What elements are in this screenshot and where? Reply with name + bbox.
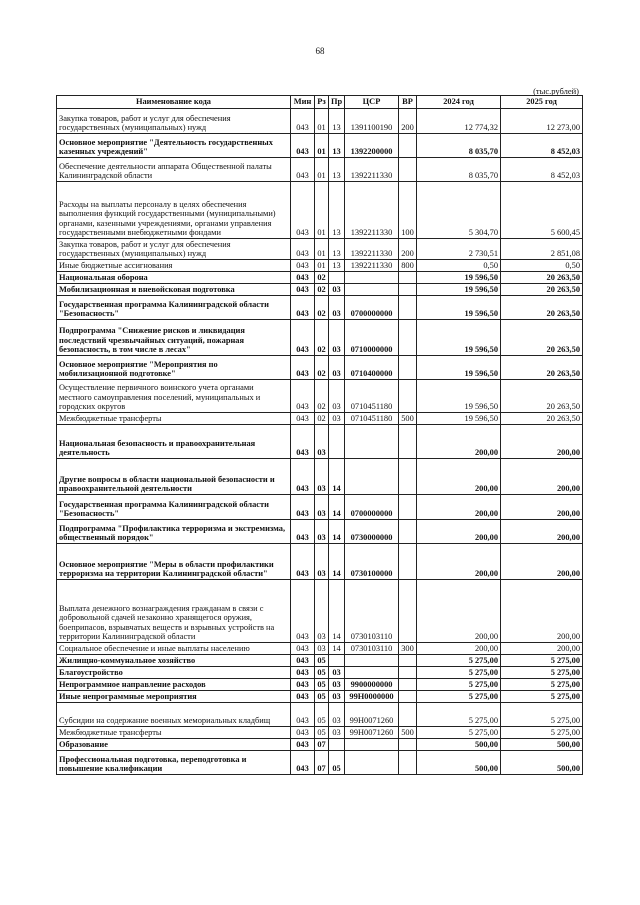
page-number: 68 <box>315 46 325 56</box>
cell-min: 043 <box>291 459 315 495</box>
cell-y2025: 2 851,08 <box>501 239 583 260</box>
cell-y2024: 500,00 <box>417 751 501 775</box>
cell-vr <box>399 158 417 182</box>
cell-rz: 03 <box>315 520 329 544</box>
cell-vr <box>399 544 417 580</box>
cell-pr: 13 <box>329 158 345 182</box>
cell-min: 043 <box>291 109 315 134</box>
cell-vr <box>399 272 417 284</box>
cell-y2024: 200,00 <box>417 425 501 459</box>
cell-y2025: 20 263,50 <box>501 296 583 320</box>
cell-y2025: 5 275,00 <box>501 667 583 679</box>
cell-rz: 03 <box>315 425 329 459</box>
cell-csr: 1392211330 <box>345 182 399 239</box>
cell-csr: 0730100000 <box>345 544 399 580</box>
cell-vr: 500 <box>399 727 417 739</box>
cell-y2025: 5 275,00 <box>501 691 583 703</box>
cell-y2025: 5 275,00 <box>501 703 583 727</box>
cell-min: 043 <box>291 643 315 655</box>
cell-pr: 03 <box>329 320 345 356</box>
cell-vr <box>399 739 417 751</box>
cell-csr: 0730103110 <box>345 643 399 655</box>
cell-rz: 02 <box>315 296 329 320</box>
cell-rz: 02 <box>315 284 329 296</box>
cell-y2025: 20 263,50 <box>501 284 583 296</box>
cell-y2024: 19 596,50 <box>417 380 501 413</box>
cell-name: Основное мероприятие "Мероприятия по мобилизационной подготовке" <box>57 356 291 380</box>
cell-rz: 03 <box>315 643 329 655</box>
cell-name: Благоустройство <box>57 667 291 679</box>
cell-y2024: 2 730,51 <box>417 239 501 260</box>
cell-name: Иные непрограммные мероприятия <box>57 691 291 703</box>
cell-name: Социальное обеспечение и иные выплаты населению <box>57 643 291 655</box>
cell-vr <box>399 520 417 544</box>
cell-min: 043 <box>291 284 315 296</box>
cell-vr: 200 <box>399 239 417 260</box>
cell-y2024: 200,00 <box>417 520 501 544</box>
cell-y2024: 5 275,00 <box>417 703 501 727</box>
cell-csr: 1392211330 <box>345 158 399 182</box>
cell-name: Межбюджетные трансферты <box>57 727 291 739</box>
cell-y2025: 5 275,00 <box>501 655 583 667</box>
table-row <box>57 380 583 413</box>
cell-rz: 02 <box>315 413 329 425</box>
cell-name: Жилищно-коммунальное хозяйство <box>57 655 291 667</box>
cell-y2024: 500,00 <box>417 739 501 751</box>
cell-y2025: 500,00 <box>501 751 583 775</box>
cell-pr: 03 <box>329 380 345 413</box>
cell-pr: 05 <box>329 751 345 775</box>
cell-rz: 05 <box>315 679 329 691</box>
cell-y2025: 200,00 <box>501 425 583 459</box>
cell-rz: 05 <box>315 727 329 739</box>
cell-rz: 01 <box>315 158 329 182</box>
cell-y2024: 200,00 <box>417 580 501 643</box>
cell-vr: 800 <box>399 260 417 272</box>
cell-min: 043 <box>291 520 315 544</box>
cell-csr <box>345 739 399 751</box>
table-row <box>57 320 583 356</box>
cell-rz: 02 <box>315 380 329 413</box>
cell-rz: 02 <box>315 272 329 284</box>
cell-y2025: 8 452,03 <box>501 158 583 182</box>
cell-pr: 14 <box>329 643 345 655</box>
cell-pr: 13 <box>329 134 345 158</box>
cell-csr <box>345 655 399 667</box>
cell-y2025: 20 263,50 <box>501 413 583 425</box>
cell-y2024: 5 275,00 <box>417 727 501 739</box>
cell-csr: 0700000000 <box>345 495 399 520</box>
cell-y2024: 19 596,50 <box>417 296 501 320</box>
cell-pr <box>329 739 345 751</box>
cell-csr: 0710451180 <box>345 380 399 413</box>
cell-name: Выплата денежного вознаграждения гражданам в связи с добровольной сдачей незаконно хранящегося оружия, боеприпасов, взрывчатых веществ и взрывных устройств на территории Калининградской области <box>57 580 291 643</box>
table-row <box>57 727 583 739</box>
cell-csr: 0710000000 <box>345 320 399 356</box>
cell-pr: 03 <box>329 284 345 296</box>
cell-min: 043 <box>291 272 315 284</box>
cell-csr: 0730103110 <box>345 580 399 643</box>
cell-y2024: 200,00 <box>417 544 501 580</box>
cell-y2025: 500,00 <box>501 739 583 751</box>
cell-y2024: 19 596,50 <box>417 413 501 425</box>
table-row <box>57 703 583 727</box>
table-row <box>57 544 583 580</box>
cell-rz: 05 <box>315 667 329 679</box>
cell-y2025: 20 263,50 <box>501 320 583 356</box>
cell-rz: 05 <box>315 691 329 703</box>
cell-pr: 14 <box>329 520 345 544</box>
cell-rz: 07 <box>315 751 329 775</box>
cell-y2024: 12 774,32 <box>417 109 501 134</box>
cell-min: 043 <box>291 495 315 520</box>
cell-y2024: 19 596,50 <box>417 284 501 296</box>
cell-pr: 13 <box>329 239 345 260</box>
cell-name: Межбюджетные трансферты <box>57 413 291 425</box>
cell-name: Непрограммное направление расходов <box>57 679 291 691</box>
cell-rz: 02 <box>315 320 329 356</box>
cell-min: 043 <box>291 751 315 775</box>
cell-name: Мобилизационная и вневойсковая подготовка <box>57 284 291 296</box>
header-name: Наименование кода <box>57 96 291 109</box>
cell-name: Подпрограмма "Профилактика терроризма и экстремизма, общественный порядок" <box>57 520 291 544</box>
header-2025: 2025 год <box>501 96 583 109</box>
table-row <box>57 296 583 320</box>
cell-min: 043 <box>291 320 315 356</box>
cell-name: Иные бюджетные ассигнования <box>57 260 291 272</box>
table-header-row <box>57 96 583 109</box>
cell-y2024: 5 275,00 <box>417 667 501 679</box>
table-row <box>57 272 583 284</box>
cell-y2024: 19 596,50 <box>417 356 501 380</box>
cell-min: 043 <box>291 667 315 679</box>
cell-rz: 03 <box>315 544 329 580</box>
table-row <box>57 495 583 520</box>
cell-csr <box>345 459 399 495</box>
table-row <box>57 751 583 775</box>
cell-y2024: 200,00 <box>417 459 501 495</box>
cell-y2025: 5 275,00 <box>501 727 583 739</box>
cell-y2025: 20 263,50 <box>501 356 583 380</box>
cell-rz: 07 <box>315 739 329 751</box>
cell-pr: 03 <box>329 667 345 679</box>
cell-vr: 200 <box>399 109 417 134</box>
table-row <box>57 284 583 296</box>
cell-rz: 01 <box>315 109 329 134</box>
cell-min: 043 <box>291 356 315 380</box>
cell-name: Образование <box>57 739 291 751</box>
cell-min: 043 <box>291 182 315 239</box>
cell-name: Закупка товаров, работ и услуг для обеспечения государственных (муниципальных) нужд <box>57 239 291 260</box>
cell-y2024: 5 275,00 <box>417 655 501 667</box>
table-row <box>57 413 583 425</box>
cell-y2025: 200,00 <box>501 495 583 520</box>
cell-y2024: 200,00 <box>417 495 501 520</box>
cell-y2025: 200,00 <box>501 580 583 643</box>
cell-vr <box>399 459 417 495</box>
cell-vr <box>399 296 417 320</box>
cell-rz: 05 <box>315 703 329 727</box>
cell-min: 043 <box>291 134 315 158</box>
cell-csr <box>345 272 399 284</box>
cell-pr: 03 <box>329 691 345 703</box>
budget-table <box>56 95 583 775</box>
cell-name: Национальная безопасность и правоохранительная деятельность <box>57 425 291 459</box>
header-vr: ВР <box>399 96 417 109</box>
cell-pr: 03 <box>329 413 345 425</box>
table-row <box>57 739 583 751</box>
table-row <box>57 134 583 158</box>
cell-rz: 01 <box>315 134 329 158</box>
table-body <box>57 109 583 775</box>
cell-csr: 1392211330 <box>345 260 399 272</box>
cell-vr <box>399 356 417 380</box>
cell-pr <box>329 425 345 459</box>
cell-y2025: 12 273,00 <box>501 109 583 134</box>
cell-vr <box>399 691 417 703</box>
cell-name: Субсидии на содержание военных мемориальных кладбищ <box>57 703 291 727</box>
table-row <box>57 667 583 679</box>
cell-y2025: 8 452,03 <box>501 134 583 158</box>
cell-pr <box>329 655 345 667</box>
cell-min: 043 <box>291 260 315 272</box>
cell-name: Другие вопросы в области национальной безопасности и правоохранительной деятельности <box>57 459 291 495</box>
cell-vr <box>399 425 417 459</box>
cell-csr: 1392200000 <box>345 134 399 158</box>
cell-y2024: 19 596,50 <box>417 272 501 284</box>
cell-min: 043 <box>291 703 315 727</box>
cell-y2025: 20 263,50 <box>501 272 583 284</box>
header-csr: ЦСР <box>345 96 399 109</box>
cell-y2025: 0,50 <box>501 260 583 272</box>
table-row <box>57 260 583 272</box>
cell-vr <box>399 703 417 727</box>
cell-rz: 03 <box>315 495 329 520</box>
cell-min: 043 <box>291 158 315 182</box>
cell-min: 043 <box>291 655 315 667</box>
cell-csr: 99Н0071260 <box>345 703 399 727</box>
cell-min: 043 <box>291 380 315 413</box>
cell-y2025: 200,00 <box>501 459 583 495</box>
cell-name: Профессиональная подготовка, переподготовка и повышение квалификации <box>57 751 291 775</box>
cell-vr <box>399 751 417 775</box>
cell-csr: 0710451180 <box>345 413 399 425</box>
cell-rz: 03 <box>315 459 329 495</box>
cell-pr: 03 <box>329 296 345 320</box>
cell-min: 043 <box>291 544 315 580</box>
cell-y2024: 8 035,70 <box>417 134 501 158</box>
cell-y2025: 200,00 <box>501 520 583 544</box>
cell-name: Обеспечение деятельности аппарата Общественной палаты Калининградской области <box>57 158 291 182</box>
table-row <box>57 655 583 667</box>
cell-pr: 13 <box>329 182 345 239</box>
cell-pr: 03 <box>329 703 345 727</box>
cell-vr <box>399 380 417 413</box>
cell-pr: 03 <box>329 679 345 691</box>
cell-vr <box>399 580 417 643</box>
cell-min: 043 <box>291 296 315 320</box>
cell-y2024: 8 035,70 <box>417 158 501 182</box>
cell-name: Национальная оборона <box>57 272 291 284</box>
table-row <box>57 520 583 544</box>
cell-csr: 99Н0000000 <box>345 691 399 703</box>
table-row <box>57 425 583 459</box>
cell-name: Государственная программа Калининградской области "Безопасность" <box>57 495 291 520</box>
cell-vr: 500 <box>399 413 417 425</box>
cell-pr: 03 <box>329 356 345 380</box>
cell-min: 043 <box>291 413 315 425</box>
cell-csr: 99Н0071260 <box>345 727 399 739</box>
table-row <box>57 691 583 703</box>
cell-rz: 05 <box>315 655 329 667</box>
header-min: Мин <box>291 96 315 109</box>
cell-y2024: 5 275,00 <box>417 679 501 691</box>
cell-csr <box>345 284 399 296</box>
table-row <box>57 158 583 182</box>
units-label: (тыс.рублей) <box>533 86 579 96</box>
cell-vr <box>399 134 417 158</box>
cell-pr: 14 <box>329 459 345 495</box>
cell-vr: 300 <box>399 643 417 655</box>
cell-csr <box>345 667 399 679</box>
cell-vr <box>399 495 417 520</box>
cell-min: 043 <box>291 739 315 751</box>
cell-y2024: 5 304,70 <box>417 182 501 239</box>
cell-pr: 14 <box>329 580 345 643</box>
cell-csr: 1391100190 <box>345 109 399 134</box>
cell-vr <box>399 679 417 691</box>
table-row <box>57 459 583 495</box>
table-row <box>57 356 583 380</box>
cell-name: Расходы на выплаты персоналу в целях обеспечения выполнения функций государственными (муниципальными) органами, казенными учреждениями, органами управления государственными внебюджетными фондами <box>57 182 291 239</box>
table-row <box>57 580 583 643</box>
cell-pr <box>329 272 345 284</box>
cell-vr <box>399 655 417 667</box>
cell-csr <box>345 751 399 775</box>
cell-name: Основное мероприятие "Меры в области профилактики терроризма на территории Калининградской области" <box>57 544 291 580</box>
cell-name: Закупка товаров, работ и услуг для обеспечения государственных (муниципальных) нужд <box>57 109 291 134</box>
cell-pr: 14 <box>329 495 345 520</box>
cell-rz: 01 <box>315 239 329 260</box>
cell-min: 043 <box>291 679 315 691</box>
header-2024: 2024 год <box>417 96 501 109</box>
cell-min: 043 <box>291 727 315 739</box>
cell-y2025: 5 600,45 <box>501 182 583 239</box>
cell-vr <box>399 667 417 679</box>
cell-y2025: 200,00 <box>501 544 583 580</box>
table-row <box>57 679 583 691</box>
cell-y2024: 19 596,50 <box>417 320 501 356</box>
cell-rz: 01 <box>315 260 329 272</box>
table-row <box>57 182 583 239</box>
cell-pr: 03 <box>329 727 345 739</box>
cell-pr: 13 <box>329 260 345 272</box>
cell-name: Осуществление первичного воинского учета органами местного самоуправления поселений, муниципальных и городских округов <box>57 380 291 413</box>
cell-name: Государственная программа Калининградской области "Безопасность" <box>57 296 291 320</box>
cell-y2024: 200,00 <box>417 643 501 655</box>
cell-min: 043 <box>291 239 315 260</box>
cell-csr: 9900000000 <box>345 679 399 691</box>
cell-min: 043 <box>291 425 315 459</box>
table-row <box>57 109 583 134</box>
cell-rz: 01 <box>315 182 329 239</box>
cell-rz: 03 <box>315 580 329 643</box>
cell-y2025: 200,00 <box>501 643 583 655</box>
table-row <box>57 643 583 655</box>
table-row <box>57 239 583 260</box>
header-rz: Рз <box>315 96 329 109</box>
header-pr: Пр <box>329 96 345 109</box>
cell-csr: 0700000000 <box>345 296 399 320</box>
cell-csr: 1392211330 <box>345 239 399 260</box>
cell-csr: 0730000000 <box>345 520 399 544</box>
cell-vr: 100 <box>399 182 417 239</box>
cell-y2025: 20 263,50 <box>501 380 583 413</box>
cell-csr <box>345 425 399 459</box>
cell-y2024: 0,50 <box>417 260 501 272</box>
cell-y2025: 5 275,00 <box>501 679 583 691</box>
cell-csr: 0710400000 <box>345 356 399 380</box>
cell-min: 043 <box>291 580 315 643</box>
cell-min: 043 <box>291 691 315 703</box>
cell-rz: 02 <box>315 356 329 380</box>
cell-vr <box>399 284 417 296</box>
cell-name: Подпрограмма "Снижение рисков и ликвидация последствий чрезвычайных ситуаций, пожарная безопасность, в том числе в лесах" <box>57 320 291 356</box>
cell-pr: 13 <box>329 109 345 134</box>
cell-pr: 14 <box>329 544 345 580</box>
cell-name: Основное мероприятие "Деятельность государственных казенных учреждений" <box>57 134 291 158</box>
cell-vr <box>399 320 417 356</box>
cell-y2024: 5 275,00 <box>417 691 501 703</box>
